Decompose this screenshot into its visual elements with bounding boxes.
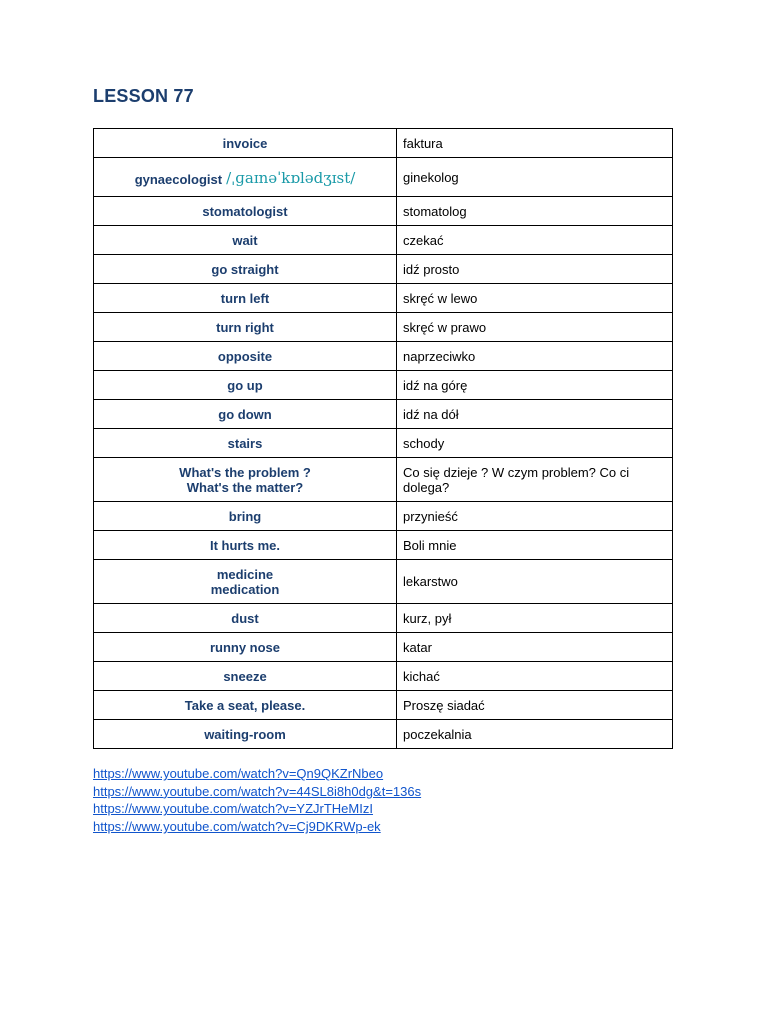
- table-row: [94, 662, 673, 691]
- english-term-text: gynaecologist: [134, 171, 223, 187]
- polish-translation: lekarstwo: [397, 560, 673, 604]
- polish-translation: przynieść: [397, 502, 673, 531]
- table-row: [94, 371, 673, 400]
- polish-translation: schody: [397, 429, 673, 458]
- polish-translation: Co się dzieje ? W czym problem? Co ci dolega?: [397, 458, 673, 502]
- english-term: dust: [94, 604, 397, 633]
- polish-translation: skręć w lewo: [397, 284, 673, 313]
- english-term: opposite: [94, 342, 397, 371]
- english-term: bring: [94, 502, 397, 531]
- polish-translation: katar: [397, 633, 673, 662]
- table-row: [94, 458, 673, 502]
- polish-translation: naprzeciwko: [397, 342, 673, 371]
- polish-translation: idź prosto: [397, 255, 673, 284]
- table-row: [94, 502, 673, 531]
- lesson-title: LESSON 77: [93, 86, 194, 106]
- youtube-link[interactable]: https://www.youtube.com/watch?v=44SL8i8h0dg&t=136s: [93, 783, 422, 799]
- english-term: invoice: [94, 129, 397, 158]
- polish-translation: kurz, pył: [397, 604, 673, 633]
- english-term: Take a seat, please.: [94, 691, 397, 720]
- polish-translation: poczekalnia: [397, 720, 673, 749]
- table-row: [94, 342, 673, 371]
- english-term: runny nose: [94, 633, 397, 662]
- polish-translation: stomatolog: [397, 197, 673, 226]
- table-row: [94, 531, 673, 560]
- vocabulary-table: [93, 128, 673, 749]
- table-row: [94, 604, 673, 633]
- english-term: go straight: [94, 255, 397, 284]
- english-term: turn left: [94, 284, 397, 313]
- table-row: [94, 197, 673, 226]
- polish-translation: idź na dół: [397, 400, 673, 429]
- polish-translation: czekać: [397, 226, 673, 255]
- english-term: go down: [94, 400, 397, 429]
- polish-translation: Boli mnie: [397, 531, 673, 560]
- youtube-link[interactable]: https://www.youtube.com/watch?v=Cj9DKRWp-ek: [93, 819, 381, 835]
- table-row: [94, 129, 673, 158]
- english-term: go up: [94, 371, 397, 400]
- english-term: stairs: [94, 429, 397, 458]
- english-term: medicine medication: [94, 560, 397, 604]
- polish-translation: faktura: [397, 129, 673, 158]
- ipa-transcription: /ˌɡaɪnəˈkɒlədʒɪst/: [226, 168, 356, 187]
- polish-translation: idź na górę: [397, 371, 673, 400]
- english-term: It hurts me.: [94, 531, 397, 560]
- table-row: [94, 720, 673, 749]
- table-row: [94, 313, 673, 342]
- english-term: [94, 158, 397, 197]
- polish-translation: Proszę siadać: [397, 691, 673, 720]
- table-row: [94, 691, 673, 720]
- video-links: [93, 765, 421, 836]
- english-term: sneeze: [94, 662, 397, 691]
- polish-translation: skręć w prawo: [397, 313, 673, 342]
- english-term: turn right: [94, 313, 397, 342]
- youtube-link[interactable]: https://www.youtube.com/watch?v=Qn9QKZrNbeo: [93, 766, 384, 781]
- table-row: [94, 400, 673, 429]
- english-term: stomatologist: [94, 197, 397, 226]
- english-term: waiting-room: [94, 720, 397, 749]
- english-term: What's the problem ? What's the matter?: [94, 458, 397, 502]
- polish-translation: kichać: [397, 662, 673, 691]
- table-row: [94, 226, 673, 255]
- table-row: [94, 158, 673, 197]
- table-row: [94, 633, 673, 662]
- polish-translation: ginekolog: [397, 158, 673, 197]
- english-term: wait: [94, 226, 397, 255]
- table-row: [94, 284, 673, 313]
- youtube-link[interactable]: https://www.youtube.com/watch?v=YZJrTHeMIzI: [93, 801, 373, 817]
- table-row: [94, 560, 673, 604]
- table-row: [94, 429, 673, 458]
- table-row: [94, 255, 673, 284]
